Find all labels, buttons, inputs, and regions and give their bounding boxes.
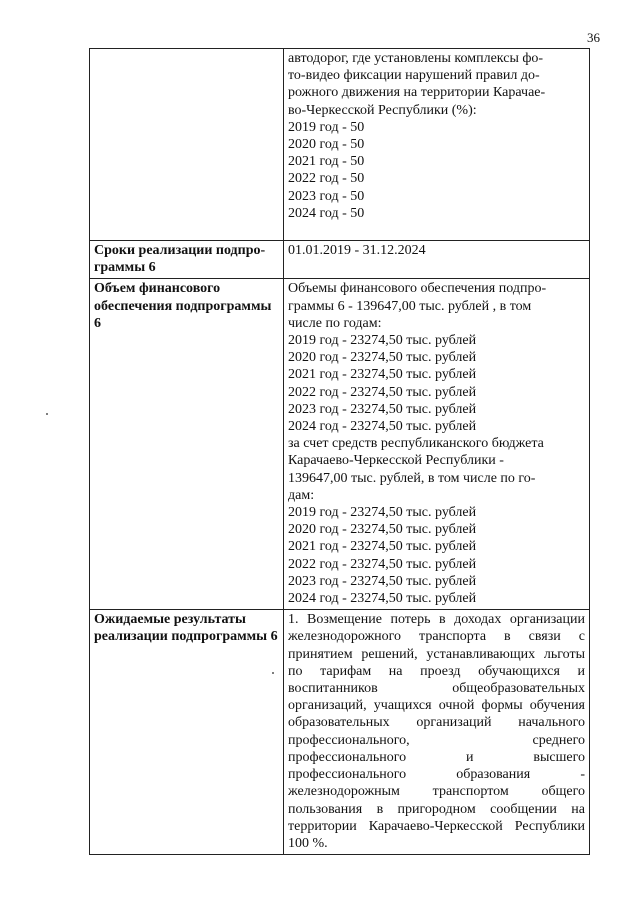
passport-table xyxy=(89,48,590,855)
value-line: числе по годам: xyxy=(288,315,382,331)
table-row xyxy=(90,610,590,855)
row-value-cell xyxy=(284,279,590,610)
value-line: автодорог, где установлены комплексы фо- xyxy=(288,51,544,66)
value-line: то-видео фиксации нарушений правил до- xyxy=(288,68,540,84)
table-row xyxy=(90,49,590,241)
value-line: 2020 год - 50 xyxy=(288,137,365,153)
row-value-cell xyxy=(284,610,590,855)
value-line: 01.01.2019 - 31.12.2024 xyxy=(288,243,426,258)
scan-speck xyxy=(46,413,48,415)
expected-results-text: 1. Возмещение потерь в доходах организации железнодорожного транспорта в связи с принятием решений, устанавливающих льготы по тарифам на проезд обучающихся и воспитанников общеобразовательных организаций, учащихся очной формы обучения образовательных организаций начального профессионального, среднего профессионального и высшего профессионального образования - железнодорожным транспортом общего пользования в пригородном сообщении на территории Карачаево-Черкесской Республики 100 %. xyxy=(288,612,585,851)
value-line: 2023 год - 23274,50 тыс. рублей xyxy=(288,573,477,589)
row-label: Сроки реализации подпро-граммы 6 xyxy=(94,243,266,276)
value-line: 2022 год - 23274,50 тыс. рублей xyxy=(288,384,477,400)
value-line: во-Черкесской Республики (%): xyxy=(288,102,477,118)
value-line: рожного движения на территории Карачае- xyxy=(288,85,546,101)
row-label-cell xyxy=(90,49,284,241)
value-line: 2020 год - 23274,50 тыс. рублей xyxy=(288,522,477,538)
row-label: Объем финансового обеспечения подпрограммы 6 xyxy=(94,281,272,331)
row-label: Ожидаемые результаты реализации подпрограммы 6 xyxy=(94,612,278,645)
value-line: 2024 год - 23274,50 тыс. рублей xyxy=(288,591,477,607)
value-line: 2020 год - 23274,50 тыс. рублей xyxy=(288,350,477,366)
value-line: Карачаево-Черкесской Республики - xyxy=(288,453,504,469)
value-line: 2019 год - 50 xyxy=(288,119,365,135)
value-line: граммы 6 - 139647,00 тыс. рублей , в том xyxy=(288,298,532,314)
value-line: 2022 год - 50 xyxy=(288,171,365,187)
row-label-cell xyxy=(90,241,284,279)
scan-speck xyxy=(272,672,274,674)
row-value-cell xyxy=(284,241,590,279)
row-label-cell xyxy=(90,610,284,855)
value-line: Объемы финансового обеспечения подпро- xyxy=(288,281,547,297)
table-row xyxy=(90,241,590,279)
value-line: 2021 год - 50 xyxy=(288,154,365,170)
page-number: 36 xyxy=(587,30,600,45)
value-line: дам: xyxy=(288,487,315,503)
row-label-cell xyxy=(90,279,284,610)
value-line: 2024 год - 50 xyxy=(288,205,365,221)
value-line: 2024 год - 23274,50 тыс. рублей xyxy=(288,419,477,435)
value-line: 139647,00 тыс. рублей, в том числе по го- xyxy=(288,470,536,486)
value-line: 2021 год - 23274,50 тыс. рублей xyxy=(288,367,477,383)
value-line: 2019 год - 23274,50 тыс. рублей xyxy=(288,505,477,521)
value-line: 2021 год - 23274,50 тыс. рублей xyxy=(288,539,477,555)
row-value-cell xyxy=(284,49,590,241)
value-line: 2019 год - 23274,50 тыс. рублей xyxy=(288,333,477,349)
table-row xyxy=(90,279,590,610)
value-line: 2022 год - 23274,50 тыс. рублей xyxy=(288,556,477,572)
value-line: 2023 год - 50 xyxy=(288,188,365,204)
value-line: 2023 год - 23274,50 тыс. рублей xyxy=(288,401,477,417)
value-line: за счет средств республиканского бюджета xyxy=(288,436,544,452)
